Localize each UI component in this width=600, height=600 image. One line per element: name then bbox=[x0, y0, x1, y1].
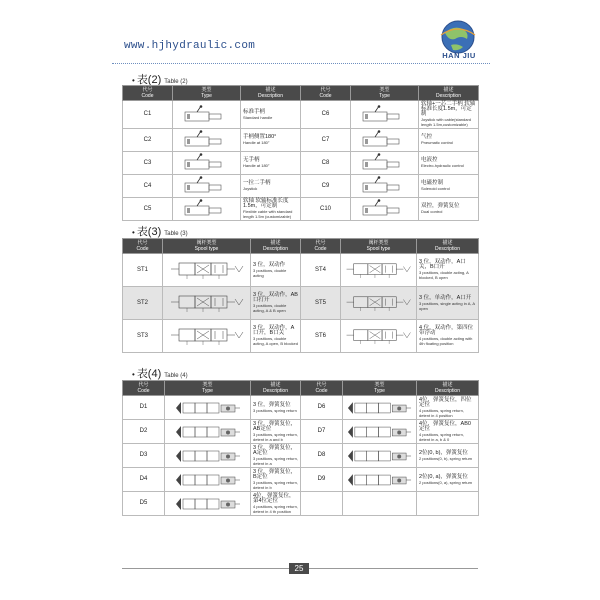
header-divider bbox=[112, 63, 490, 64]
valve-illustration bbox=[353, 199, 416, 219]
type-image-cell bbox=[163, 320, 251, 353]
code-cell: ST6 bbox=[301, 320, 341, 353]
col-desc-header: 描述 Description bbox=[417, 239, 479, 254]
col-type-header: 类型 Type bbox=[351, 86, 419, 101]
type-image-cell bbox=[341, 254, 417, 287]
code-cell: C6 bbox=[301, 101, 351, 129]
col-type-header: 类型 Type bbox=[173, 86, 241, 101]
description-cell: 4位，弹簧复位，第4位定位 4 positions, spring return, detent in 4 th position bbox=[251, 492, 301, 516]
code-cell: ST1 bbox=[123, 254, 163, 287]
valve-illustration bbox=[343, 292, 414, 314]
description-cell: 3 位，弹簧复位，B定位 3 positions, spring return, detent in b bbox=[251, 468, 301, 492]
description-cell: 4位，弹簧复位，AB0定位 4 positions, spring return, detent in a, b & 0 bbox=[417, 420, 479, 444]
valve-illustration bbox=[353, 130, 416, 150]
description-cell: 3 位，弹簧复位，AB定位 3 positions, spring return, detent in a and b bbox=[251, 420, 301, 444]
description-cell: 3 位，弹簧复位，A定位 3 positions, spring return, detent in a bbox=[251, 444, 301, 468]
valve-illustration bbox=[167, 495, 248, 513]
col-code-header: 代号 Code bbox=[123, 381, 165, 396]
col-desc-header: 描述 Description bbox=[251, 381, 301, 396]
code-cell: C1 bbox=[123, 101, 173, 129]
table-row bbox=[123, 320, 479, 353]
description-cell: 软轴+一芯二手柄 软轴标准长度1.5m，可定制 Joystick with cable(standard length 1.5m,customizable) bbox=[419, 101, 479, 129]
description-cell bbox=[417, 492, 479, 516]
valve-illustration bbox=[175, 130, 238, 150]
description-cell: 3 位，双动作，A口开，B口关 3 positions, double acting, A open, B blocked bbox=[251, 320, 301, 353]
code-cell: C10 bbox=[301, 198, 351, 221]
type-image-cell bbox=[351, 152, 419, 175]
table3-title-cn: 表(3) bbox=[136, 226, 162, 238]
col-type-header: 类型 Type bbox=[343, 381, 417, 396]
col-desc-header: 描述 Description bbox=[419, 86, 479, 101]
description-cell: 2位(0, a)，弹簧复位 2 positions(0, a), spring return bbox=[417, 468, 479, 492]
type-image-cell bbox=[343, 468, 417, 492]
code-cell: D5 bbox=[123, 492, 165, 516]
valve-illustration bbox=[175, 199, 238, 219]
table-row bbox=[123, 492, 479, 516]
valve-illustration bbox=[343, 325, 414, 347]
type-image-cell bbox=[173, 198, 241, 221]
description-cell: 3 位，弹簧复位 3 positions, spring return bbox=[251, 396, 301, 420]
code-cell: C4 bbox=[123, 175, 173, 198]
code-cell: D3 bbox=[123, 444, 165, 468]
description-cell: 气控 Pneumatic control bbox=[419, 129, 479, 152]
valve-illustration bbox=[167, 471, 248, 489]
type-image-cell bbox=[163, 287, 251, 320]
col-spool-header: 阀杆类型 Spool type bbox=[341, 239, 417, 254]
table-row bbox=[123, 175, 479, 198]
type-image-cell bbox=[351, 101, 419, 129]
description-cell: 4位，弹簧复位，四位定位 4 positions, spring return, detent in 4 position bbox=[417, 396, 479, 420]
code-cell: C9 bbox=[301, 175, 351, 198]
description-cell: 双控，弹簧复位 Dual control bbox=[419, 198, 479, 221]
description-cell: 软轴 软轴标准长度1.5m，可定制 Flexible cable with standard length 1.5m (customizable) bbox=[241, 198, 301, 221]
col-desc-header: 描述 Description bbox=[241, 86, 301, 101]
table4-title-cn: 表(4) bbox=[136, 368, 162, 380]
code-cell: C5 bbox=[123, 198, 173, 221]
table-row bbox=[123, 254, 479, 287]
type-image-cell bbox=[165, 468, 251, 492]
type-image-cell bbox=[165, 444, 251, 468]
table-row bbox=[123, 152, 479, 175]
code-cell: ST2 bbox=[123, 287, 163, 320]
description-cell: 2位(0, b)，弹簧复位 2 positions(0, b), spring return bbox=[417, 444, 479, 468]
code-cell: ST4 bbox=[301, 254, 341, 287]
type-image-cell bbox=[173, 101, 241, 129]
type-image-cell bbox=[173, 129, 241, 152]
table3-title bbox=[132, 223, 188, 239]
table3-title-en: Table (3) bbox=[164, 231, 188, 237]
code-cell: C7 bbox=[301, 129, 351, 152]
col-code-header: 代号 Code bbox=[301, 239, 341, 254]
table-row bbox=[123, 396, 479, 420]
code-cell: D1 bbox=[123, 396, 165, 420]
type-image-cell bbox=[351, 198, 419, 221]
code-cell: D7 bbox=[301, 420, 343, 444]
col-desc-header: 描述 Description bbox=[251, 239, 301, 254]
page-number: 25 bbox=[289, 563, 309, 574]
valve-illustration bbox=[175, 105, 238, 125]
table2-title-en: Table (2) bbox=[164, 79, 188, 85]
valve-illustration bbox=[175, 153, 238, 173]
valve-illustration bbox=[165, 259, 248, 281]
code-cell: C8 bbox=[301, 152, 351, 175]
valve-illustration bbox=[353, 153, 416, 173]
col-code-header: 代号 Code bbox=[301, 381, 343, 396]
table-row bbox=[123, 468, 479, 492]
type-image-cell bbox=[173, 175, 241, 198]
description-cell: 电液控 Electro-hydraulic control bbox=[419, 152, 479, 175]
code-cell: D6 bbox=[301, 396, 343, 420]
table2-title-cn: 表(2) bbox=[136, 74, 162, 86]
col-desc-header: 描述 Description bbox=[417, 381, 479, 396]
type-image-cell bbox=[351, 129, 419, 152]
type-image-cell bbox=[165, 396, 251, 420]
type-image-cell bbox=[165, 420, 251, 444]
valve-illustration bbox=[345, 447, 414, 465]
valve-illustration bbox=[167, 447, 248, 465]
code-cell: C2 bbox=[123, 129, 173, 152]
table4-title-en: Table (4) bbox=[164, 373, 188, 379]
bullet-icon: • bbox=[132, 228, 135, 237]
type-image-cell bbox=[351, 175, 419, 198]
table-row bbox=[123, 101, 479, 129]
bullet-icon: • bbox=[132, 76, 135, 85]
description-cell: 无手柄 Handle at 180° bbox=[241, 152, 301, 175]
table-row bbox=[123, 420, 479, 444]
valve-illustration bbox=[343, 259, 414, 281]
description-cell: 3 位，单动作，A口开 3 positions, single acting in A, A open bbox=[417, 287, 479, 320]
table-row bbox=[123, 444, 479, 468]
bullet-icon: • bbox=[132, 370, 135, 379]
table3 bbox=[122, 238, 479, 353]
description-cell: 标准手柄 Standard handle bbox=[241, 101, 301, 129]
valve-illustration bbox=[165, 325, 248, 347]
brand-name: HAN JIU bbox=[442, 51, 476, 60]
table4-title bbox=[132, 365, 188, 381]
description-cell: 3 位，双动作，A口关，B口开 3 positions, double acting, A blocked, B open bbox=[417, 254, 479, 287]
type-image-cell bbox=[343, 396, 417, 420]
code-cell: D8 bbox=[301, 444, 343, 468]
valve-illustration bbox=[165, 292, 248, 314]
code-cell: D2 bbox=[123, 420, 165, 444]
code-cell: ST3 bbox=[123, 320, 163, 353]
type-image-cell bbox=[341, 320, 417, 353]
description-cell: 电磁控制 Solenoid control bbox=[419, 175, 479, 198]
valve-illustration bbox=[353, 176, 416, 196]
type-image-cell bbox=[165, 492, 251, 516]
col-code-header: 代号 Code bbox=[123, 239, 163, 254]
code-cell: D9 bbox=[301, 468, 343, 492]
code-cell: ST5 bbox=[301, 287, 341, 320]
col-code-header: 代号 Code bbox=[123, 86, 173, 101]
valve-illustration bbox=[175, 176, 238, 196]
table4 bbox=[122, 380, 479, 516]
valve-illustration bbox=[345, 423, 414, 441]
description-cell: 一拉二手柄 Joystick bbox=[241, 175, 301, 198]
code-cell: C3 bbox=[123, 152, 173, 175]
valve-illustration bbox=[345, 399, 414, 417]
description-cell: 手柄侧置180° Handle at 180° bbox=[241, 129, 301, 152]
table-row bbox=[123, 198, 479, 221]
code-cell bbox=[301, 492, 343, 516]
col-type-header: 类型 Type bbox=[165, 381, 251, 396]
website-url[interactable]: www.hjhydraulic.com bbox=[124, 40, 256, 52]
type-image-cell bbox=[343, 444, 417, 468]
type-image-cell bbox=[341, 287, 417, 320]
type-image-cell bbox=[163, 254, 251, 287]
type-image-cell bbox=[343, 492, 417, 516]
table2 bbox=[122, 85, 479, 221]
col-spool-header: 阀杆类型 Spool type bbox=[163, 239, 251, 254]
valve-illustration bbox=[345, 471, 414, 489]
description-cell: 3 位，双动作，AB口打开 3 positions, double acting, A & B open bbox=[251, 287, 301, 320]
description-cell: 3 位，双动作 3 positions, double acting bbox=[251, 254, 301, 287]
type-image-cell bbox=[343, 420, 417, 444]
description-cell: 4 位，双动作，第四位带浮动 4 positions, double acting with 4th floating position bbox=[417, 320, 479, 353]
col-code-header: 代号 Code bbox=[301, 86, 351, 101]
valve-illustration bbox=[167, 399, 248, 417]
code-cell: D4 bbox=[123, 468, 165, 492]
valve-illustration bbox=[167, 423, 248, 441]
table-row bbox=[123, 287, 479, 320]
type-image-cell bbox=[173, 152, 241, 175]
table-row bbox=[123, 129, 479, 152]
valve-illustration bbox=[353, 105, 416, 125]
